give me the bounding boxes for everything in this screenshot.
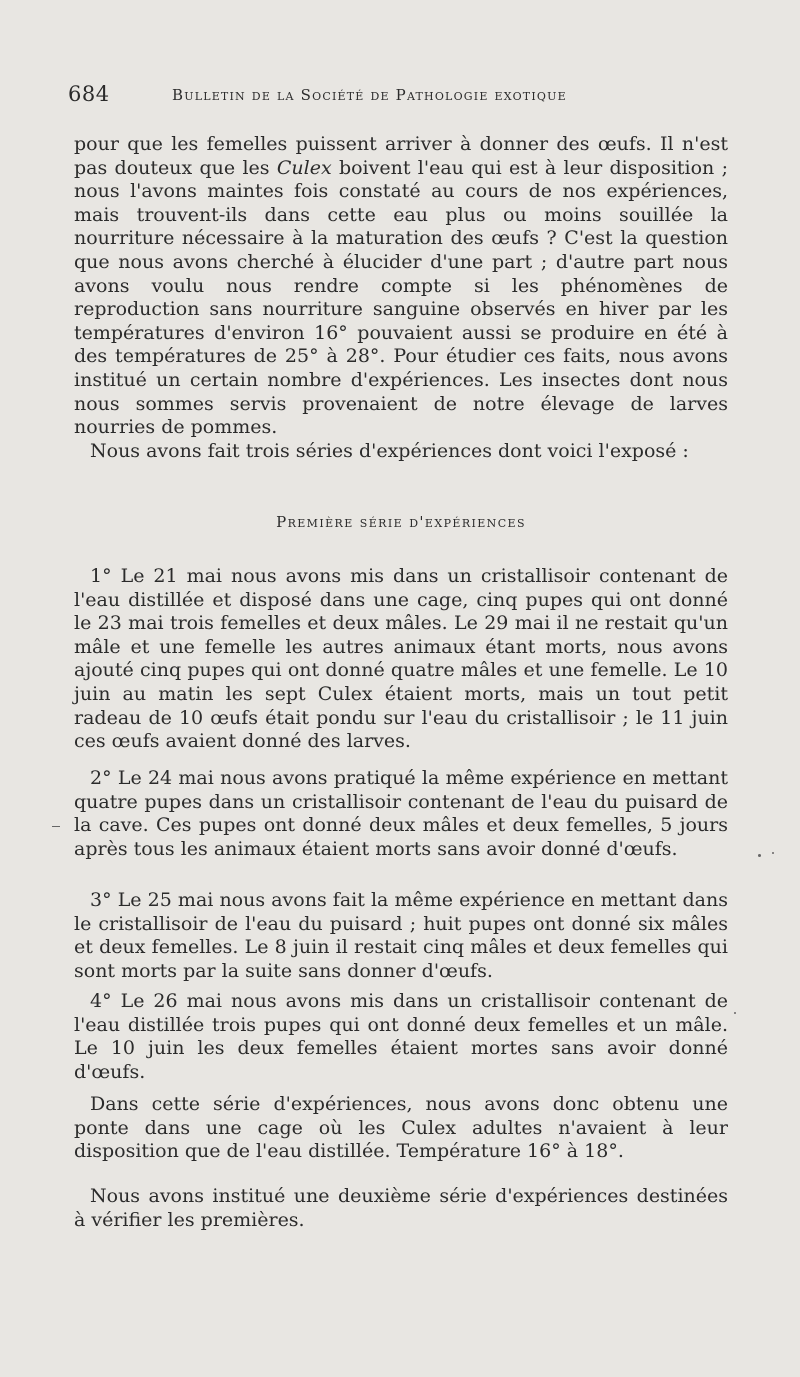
series-intro-paragraph: Nous avons fait trois séries d'expériences dont voici l'exposé : — [90, 439, 689, 462]
intro-section — [74, 133, 728, 463]
intro-text-end: boivent l'eau qui est à leur disposition ; nous l'avons maintes fois constaté au cours de nos expériences, mais trouvent-ils dans cette eau plus ou moins souillée la nourriture nécessaire à la maturation des œufs ? C'est la question que nous avons cherché à élucider d'une part ; d'autre part nous avons voulu nous rendre compte si les phénomènes de reproduction sans nourriture sanguine observés en hiver par les températures d'environ 16° pouvaient aussi se produire en été à des températures de 25° à 28°. Pour étudier ces faits, nous avons institué un certain nombre d'expériences. Les insectes dont nous nous sommes servis provenaient de notre élevage de larves nourries de pommes. — [74, 156, 728, 439]
experiment-4 — [74, 990, 728, 1084]
ink-speck — [52, 826, 60, 827]
page-number: 684 — [68, 82, 110, 106]
ink-speck — [758, 854, 761, 857]
experiment-2 — [74, 767, 728, 861]
culex-italic: Culex — [276, 156, 332, 179]
experiment-3 — [74, 889, 728, 983]
journal-title: Bulletin de la Société de Pathologie exotique — [172, 86, 567, 104]
second-series-paragraph: Nous avons institué une deuxième série d'expériences destinées à vérifier les premières. — [74, 1185, 728, 1231]
experiment-paragraph: 1° Le 21 mai nous avons mis dans un cristallisoir contenant de l'eau distillée et disposé dans une cage, cinq pupes qui ont donné le 23 mai trois femelles et deux mâles. Le 29 mai il ne restait qu'un mâle et une femelle les autres animaux étant morts, nous avons ajouté cinq pupes qui ont donné quatre mâles et une femelle. Le 10 juin au matin les sept Culex étaient morts, mais un tout petit radeau de 10 œufs était pondu sur l'eau du cristallisoir ; le 11 juin ces œufs avaient donné des larves. — [74, 565, 728, 753]
intro-text-start: pour que les femelles puissent arriver à donner des œufs. Il n'est pas douteux que les — [74, 133, 728, 179]
intro-paragraph — [74, 133, 728, 440]
ink-speck — [734, 1012, 736, 1014]
experiment-paragraph: 2° Le 24 mai nous avons pratiqué la même expérience en mettant quatre pupes dans un cristallisoir contenant de l'eau du puisard de la cave. Ces pupes ont donné deux mâles et deux femelles, 5 jours après tous les animaux étaient morts sans avoir donné d'œufs. — [74, 767, 728, 860]
second-series-section — [74, 1185, 728, 1232]
experiment-paragraph: 4° Le 26 mai nous avons mis dans un cristallisoir contenant de l'eau distillée trois pupes qui ont donné deux femelles et un mâle. Le 10 juin les deux femelles étaient mortes sans avoir donné d'œufs. — [74, 990, 728, 1083]
ink-speck — [772, 852, 774, 854]
summary-paragraph: Dans cette série d'expériences, nous avons donc obtenu une ponte dans une cage où les Culex adultes n'avaient à leur disposition que de l'eau distillée. Température 16° à 18°. — [74, 1093, 728, 1163]
section-heading: Première série d'expériences — [276, 513, 526, 531]
running-head — [68, 82, 728, 110]
experiment-paragraph: 3° Le 25 mai nous avons fait la même expérience en mettant dans le cristallisoir de l'eau du puisard ; huit pupes ont donné six mâles et deux femelles. Le 8 juin il restait cinq mâles et deux femelles qui sont morts par la suite sans donner d'œufs. — [74, 889, 728, 982]
experiment-1 — [74, 565, 728, 754]
summary-section — [74, 1093, 728, 1164]
